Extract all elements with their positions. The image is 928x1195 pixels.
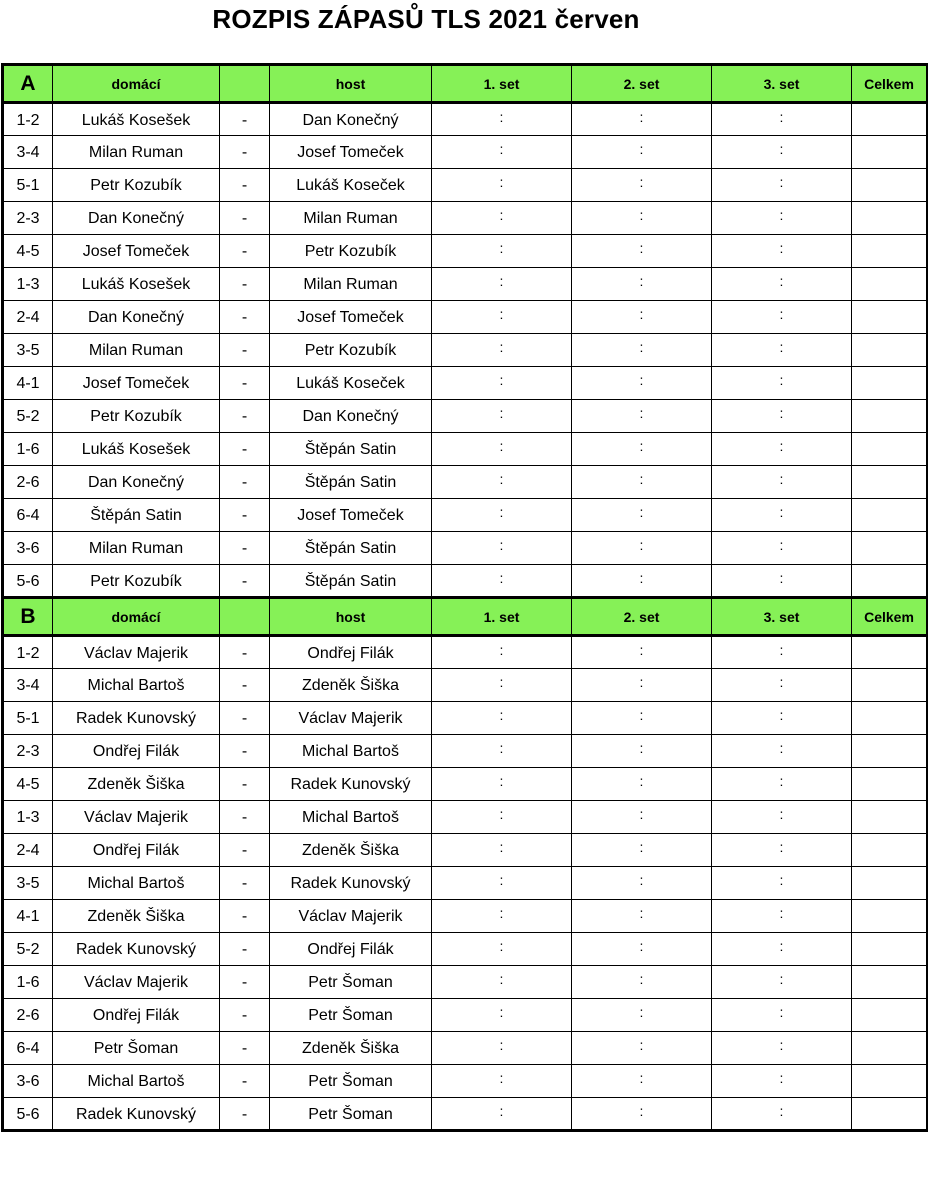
set1-score[interactable]: : [432, 669, 572, 702]
column-set3-header: 3. set [712, 65, 852, 103]
guest-player: Zdeněk Šiška [270, 834, 432, 867]
home-player: Lukáš Kosešek [53, 103, 220, 136]
guest-player: Josef Tomeček [270, 136, 432, 169]
total-score[interactable] [852, 834, 928, 867]
home-player: Václav Majerik [53, 966, 220, 999]
home-player: Petr Kozubík [53, 169, 220, 202]
separator: - [220, 400, 270, 433]
set2-score[interactable]: : [572, 235, 712, 268]
guest-player: Petr Kozubík [270, 235, 432, 268]
set1-score[interactable]: : [432, 801, 572, 834]
set3-score[interactable]: : [712, 367, 852, 400]
set3-score[interactable]: : [712, 966, 852, 999]
set1-score[interactable]: : [432, 702, 572, 735]
match-row [3, 400, 928, 433]
guest-player: Lukáš Koseček [270, 367, 432, 400]
set2-score[interactable]: : [572, 900, 712, 933]
match-code: 4-5 [3, 235, 53, 268]
match-code: 2-4 [3, 834, 53, 867]
guest-player: Dan Konečný [270, 103, 432, 136]
total-score[interactable] [852, 334, 928, 367]
guest-player: Petr Šoman [270, 1098, 432, 1131]
match-row [3, 499, 928, 532]
match-code: 6-4 [3, 1032, 53, 1065]
match-code: 2-3 [3, 202, 53, 235]
set1-score[interactable]: : [432, 433, 572, 466]
set1-score[interactable]: : [432, 169, 572, 202]
match-row [3, 136, 928, 169]
set2-score[interactable]: : [572, 768, 712, 801]
home-player: Radek Kunovský [53, 1098, 220, 1131]
match-code: 3-5 [3, 334, 53, 367]
total-score[interactable] [852, 636, 928, 669]
separator: - [220, 268, 270, 301]
column-total-header: Celkem [852, 65, 928, 103]
set1-score[interactable]: : [432, 966, 572, 999]
set2-score[interactable]: : [572, 801, 712, 834]
match-code: 1-2 [3, 103, 53, 136]
match-row [3, 301, 928, 334]
total-score[interactable] [852, 1098, 928, 1131]
total-score[interactable] [852, 933, 928, 966]
set1-score[interactable]: : [432, 636, 572, 669]
set2-score[interactable]: : [572, 1065, 712, 1098]
guest-player: Milan Ruman [270, 268, 432, 301]
set2-score[interactable]: : [572, 268, 712, 301]
column-set2-header: 2. set [572, 65, 712, 103]
home-player: Josef Tomeček [53, 235, 220, 268]
match-code: 3-6 [3, 532, 53, 565]
set3-score[interactable]: : [712, 999, 852, 1032]
total-score[interactable] [852, 268, 928, 301]
match-row [3, 1032, 928, 1065]
set2-score[interactable]: : [572, 334, 712, 367]
set2-score[interactable]: : [572, 301, 712, 334]
set2-score[interactable]: : [572, 202, 712, 235]
set2-score[interactable]: : [572, 933, 712, 966]
guest-player: Ondřej Filák [270, 636, 432, 669]
home-player: Lukáš Kosešek [53, 268, 220, 301]
set1-score[interactable]: : [432, 933, 572, 966]
guest-player: Petr Šoman [270, 1065, 432, 1098]
guest-player: Zdeněk Šiška [270, 1032, 432, 1065]
column-separator-header [220, 598, 270, 636]
home-player: Zdeněk Šiška [53, 900, 220, 933]
set2-score[interactable]: : [572, 1032, 712, 1065]
total-score[interactable] [852, 202, 928, 235]
set1-score[interactable]: : [432, 1032, 572, 1065]
group-label: A [3, 65, 53, 103]
match-code: 5-2 [3, 400, 53, 433]
match-row [3, 669, 928, 702]
separator: - [220, 999, 270, 1032]
set1-score[interactable]: : [432, 367, 572, 400]
set1-score[interactable]: : [432, 735, 572, 768]
guest-player: Ondřej Filák [270, 933, 432, 966]
guest-player: Václav Majerik [270, 702, 432, 735]
set2-score[interactable]: : [572, 669, 712, 702]
match-code: 2-6 [3, 466, 53, 499]
separator: - [220, 669, 270, 702]
home-player: Petr Šoman [53, 1032, 220, 1065]
separator: - [220, 202, 270, 235]
match-row [3, 867, 928, 900]
set1-score[interactable]: : [432, 900, 572, 933]
set1-score[interactable]: : [432, 1098, 572, 1131]
guest-player: Petr Šoman [270, 966, 432, 999]
total-score[interactable] [852, 1065, 928, 1098]
match-row [3, 565, 928, 598]
home-player: Ondřej Filák [53, 999, 220, 1032]
separator: - [220, 900, 270, 933]
guest-player: Petr Kozubík [270, 334, 432, 367]
guest-player: Radek Kunovský [270, 867, 432, 900]
set1-score[interactable]: : [432, 1065, 572, 1098]
total-score[interactable] [852, 801, 928, 834]
guest-player: Michal Bartoš [270, 735, 432, 768]
guest-player: Štěpán Satin [270, 466, 432, 499]
set2-score[interactable]: : [572, 702, 712, 735]
home-player: Milan Ruman [53, 334, 220, 367]
separator: - [220, 466, 270, 499]
set3-score[interactable]: : [712, 301, 852, 334]
column-set1-header: 1. set [432, 65, 572, 103]
match-code: 2-4 [3, 301, 53, 334]
set1-score[interactable]: : [432, 999, 572, 1032]
separator: - [220, 334, 270, 367]
match-code: 1-3 [3, 801, 53, 834]
total-score[interactable] [852, 235, 928, 268]
separator: - [220, 1098, 270, 1131]
match-row [3, 1065, 928, 1098]
set2-score[interactable]: : [572, 499, 712, 532]
set3-score[interactable]: : [712, 702, 852, 735]
home-player: Ondřej Filák [53, 735, 220, 768]
total-score[interactable] [852, 466, 928, 499]
home-player: Zdeněk Šiška [53, 768, 220, 801]
separator: - [220, 499, 270, 532]
match-code: 3-6 [3, 1065, 53, 1098]
match-code: 3-5 [3, 867, 53, 900]
total-score[interactable] [852, 433, 928, 466]
set2-score[interactable]: : [572, 735, 712, 768]
match-code: 5-2 [3, 933, 53, 966]
set3-score[interactable]: : [712, 433, 852, 466]
separator: - [220, 867, 270, 900]
match-row [3, 900, 928, 933]
column-set1-header: 1. set [432, 598, 572, 636]
set2-score[interactable]: : [572, 1098, 712, 1131]
guest-player: Petr Šoman [270, 999, 432, 1032]
set3-score[interactable]: : [712, 169, 852, 202]
column-set2-header: 2. set [572, 598, 712, 636]
home-player: Michal Bartoš [53, 669, 220, 702]
total-score[interactable] [852, 400, 928, 433]
separator: - [220, 532, 270, 565]
schedule-body [3, 65, 928, 1131]
set3-score[interactable]: : [712, 103, 852, 136]
match-code: 4-1 [3, 900, 53, 933]
separator: - [220, 367, 270, 400]
home-player: Dan Konečný [53, 301, 220, 334]
guest-player: Josef Tomeček [270, 499, 432, 532]
set3-score[interactable]: : [712, 499, 852, 532]
match-row [3, 268, 928, 301]
group-header-row [3, 598, 928, 636]
separator: - [220, 702, 270, 735]
separator: - [220, 1065, 270, 1098]
guest-player: Štěpán Satin [270, 565, 432, 598]
group-label: B [3, 598, 53, 636]
set2-score[interactable]: : [572, 834, 712, 867]
guest-player: Milan Ruman [270, 202, 432, 235]
set2-score[interactable]: : [572, 466, 712, 499]
column-home-header: domácí [53, 65, 220, 103]
total-score[interactable] [852, 136, 928, 169]
match-row [3, 202, 928, 235]
set3-score[interactable]: : [712, 532, 852, 565]
set1-score[interactable]: : [432, 334, 572, 367]
match-code: 5-6 [3, 1098, 53, 1131]
page-title: ROZPIS ZÁPASŮ TLS 2021 červen [212, 4, 640, 34]
match-code: 2-6 [3, 999, 53, 1032]
home-player: Václav Majerik [53, 636, 220, 669]
total-score[interactable] [852, 301, 928, 334]
set2-score[interactable]: : [572, 532, 712, 565]
total-score[interactable] [852, 702, 928, 735]
column-separator-header [220, 65, 270, 103]
separator: - [220, 169, 270, 202]
separator: - [220, 636, 270, 669]
total-score[interactable] [852, 735, 928, 768]
group-header-row [3, 65, 928, 103]
column-home-header: domácí [53, 598, 220, 636]
total-score[interactable] [852, 367, 928, 400]
set3-score[interactable]: : [712, 801, 852, 834]
set3-score[interactable]: : [712, 735, 852, 768]
separator: - [220, 136, 270, 169]
home-player: Petr Kozubík [53, 400, 220, 433]
schedule-table [1, 63, 928, 1132]
match-code: 2-3 [3, 735, 53, 768]
total-score[interactable] [852, 103, 928, 136]
total-score[interactable] [852, 768, 928, 801]
separator: - [220, 103, 270, 136]
set1-score[interactable]: : [432, 235, 572, 268]
match-code: 1-6 [3, 966, 53, 999]
set1-score[interactable]: : [432, 532, 572, 565]
match-row [3, 532, 928, 565]
separator: - [220, 834, 270, 867]
set3-score[interactable]: : [712, 202, 852, 235]
home-player: Milan Ruman [53, 136, 220, 169]
total-score[interactable] [852, 999, 928, 1032]
match-code: 5-1 [3, 702, 53, 735]
match-row [3, 636, 928, 669]
set1-score[interactable]: : [432, 136, 572, 169]
total-score[interactable] [852, 867, 928, 900]
separator: - [220, 235, 270, 268]
home-player: Milan Ruman [53, 532, 220, 565]
set1-score[interactable]: : [432, 867, 572, 900]
total-score[interactable] [852, 565, 928, 598]
set3-score[interactable]: : [712, 900, 852, 933]
separator: - [220, 301, 270, 334]
set2-score[interactable]: : [572, 565, 712, 598]
set2-score[interactable]: : [572, 999, 712, 1032]
set2-score[interactable]: : [572, 169, 712, 202]
set2-score[interactable]: : [572, 867, 712, 900]
match-row [3, 966, 928, 999]
home-player: Michal Bartoš [53, 1065, 220, 1098]
home-player: Josef Tomeček [53, 367, 220, 400]
total-score[interactable] [852, 1032, 928, 1065]
column-total-header: Celkem [852, 598, 928, 636]
home-player: Dan Konečný [53, 202, 220, 235]
set3-score[interactable]: : [712, 235, 852, 268]
match-row [3, 103, 928, 136]
column-set3-header: 3. set [712, 598, 852, 636]
column-guest-header: host [270, 65, 432, 103]
match-row [3, 169, 928, 202]
match-code: 1-2 [3, 636, 53, 669]
set2-score[interactable]: : [572, 103, 712, 136]
separator: - [220, 768, 270, 801]
match-row [3, 933, 928, 966]
match-code: 4-1 [3, 367, 53, 400]
set1-score[interactable]: : [432, 565, 572, 598]
set3-score[interactable]: : [712, 136, 852, 169]
set3-score[interactable]: : [712, 636, 852, 669]
separator: - [220, 966, 270, 999]
home-player: Václav Majerik [53, 801, 220, 834]
set1-score[interactable]: : [432, 202, 572, 235]
home-player: Radek Kunovský [53, 702, 220, 735]
set3-score[interactable]: : [712, 768, 852, 801]
total-score[interactable] [852, 499, 928, 532]
set2-score[interactable]: : [572, 136, 712, 169]
match-code: 3-4 [3, 669, 53, 702]
set2-score[interactable]: : [572, 367, 712, 400]
set1-score[interactable]: : [432, 400, 572, 433]
match-row [3, 801, 928, 834]
total-score[interactable] [852, 966, 928, 999]
set1-score[interactable]: : [432, 103, 572, 136]
guest-player: Radek Kunovský [270, 768, 432, 801]
set3-score[interactable]: : [712, 834, 852, 867]
match-row [3, 735, 928, 768]
match-row [3, 433, 928, 466]
home-player: Lukáš Kosešek [53, 433, 220, 466]
separator: - [220, 433, 270, 466]
set2-score[interactable]: : [572, 636, 712, 669]
match-code: 3-4 [3, 136, 53, 169]
set3-score[interactable]: : [712, 669, 852, 702]
match-code: 1-6 [3, 433, 53, 466]
match-code: 5-6 [3, 565, 53, 598]
match-row [3, 768, 928, 801]
guest-player: Václav Majerik [270, 900, 432, 933]
set1-score[interactable]: : [432, 834, 572, 867]
guest-player: Štěpán Satin [270, 433, 432, 466]
match-row [3, 334, 928, 367]
set3-score[interactable]: : [712, 466, 852, 499]
set3-score[interactable]: : [712, 933, 852, 966]
set3-score[interactable]: : [712, 1065, 852, 1098]
column-guest-header: host [270, 598, 432, 636]
total-score[interactable] [852, 669, 928, 702]
guest-player: Dan Konečný [270, 400, 432, 433]
set1-score[interactable]: : [432, 466, 572, 499]
total-score[interactable] [852, 900, 928, 933]
total-score[interactable] [852, 532, 928, 565]
set1-score[interactable]: : [432, 499, 572, 532]
set3-score[interactable]: : [712, 400, 852, 433]
separator: - [220, 801, 270, 834]
home-player: Petr Kozubík [53, 565, 220, 598]
guest-player: Josef Tomeček [270, 301, 432, 334]
home-player: Ondřej Filák [53, 834, 220, 867]
set1-score[interactable]: : [432, 301, 572, 334]
match-row [3, 999, 928, 1032]
set1-score[interactable]: : [432, 268, 572, 301]
home-player: Štěpán Satin [53, 499, 220, 532]
guest-player: Michal Bartoš [270, 801, 432, 834]
set2-score[interactable]: : [572, 966, 712, 999]
set1-score[interactable]: : [432, 768, 572, 801]
match-row [3, 834, 928, 867]
match-row [3, 702, 928, 735]
set3-score[interactable]: : [712, 1098, 852, 1131]
set3-score[interactable]: : [712, 1032, 852, 1065]
match-row [3, 235, 928, 268]
match-code: 5-1 [3, 169, 53, 202]
set3-score[interactable]: : [712, 268, 852, 301]
home-player: Radek Kunovský [53, 933, 220, 966]
match-row [3, 367, 928, 400]
set3-score[interactable]: : [712, 867, 852, 900]
total-score[interactable] [852, 169, 928, 202]
match-code: 4-5 [3, 768, 53, 801]
home-player: Michal Bartoš [53, 867, 220, 900]
separator: - [220, 1032, 270, 1065]
separator: - [220, 735, 270, 768]
set2-score[interactable]: : [572, 400, 712, 433]
guest-player: Štěpán Satin [270, 532, 432, 565]
set3-score[interactable]: : [712, 565, 852, 598]
guest-player: Lukáš Koseček [270, 169, 432, 202]
match-row [3, 466, 928, 499]
separator: - [220, 933, 270, 966]
set2-score[interactable]: : [572, 433, 712, 466]
guest-player: Zdeněk Šiška [270, 669, 432, 702]
match-code: 6-4 [3, 499, 53, 532]
set3-score[interactable]: : [712, 334, 852, 367]
match-code: 1-3 [3, 268, 53, 301]
home-player: Dan Konečný [53, 466, 220, 499]
match-row [3, 1098, 928, 1131]
separator: - [220, 565, 270, 598]
